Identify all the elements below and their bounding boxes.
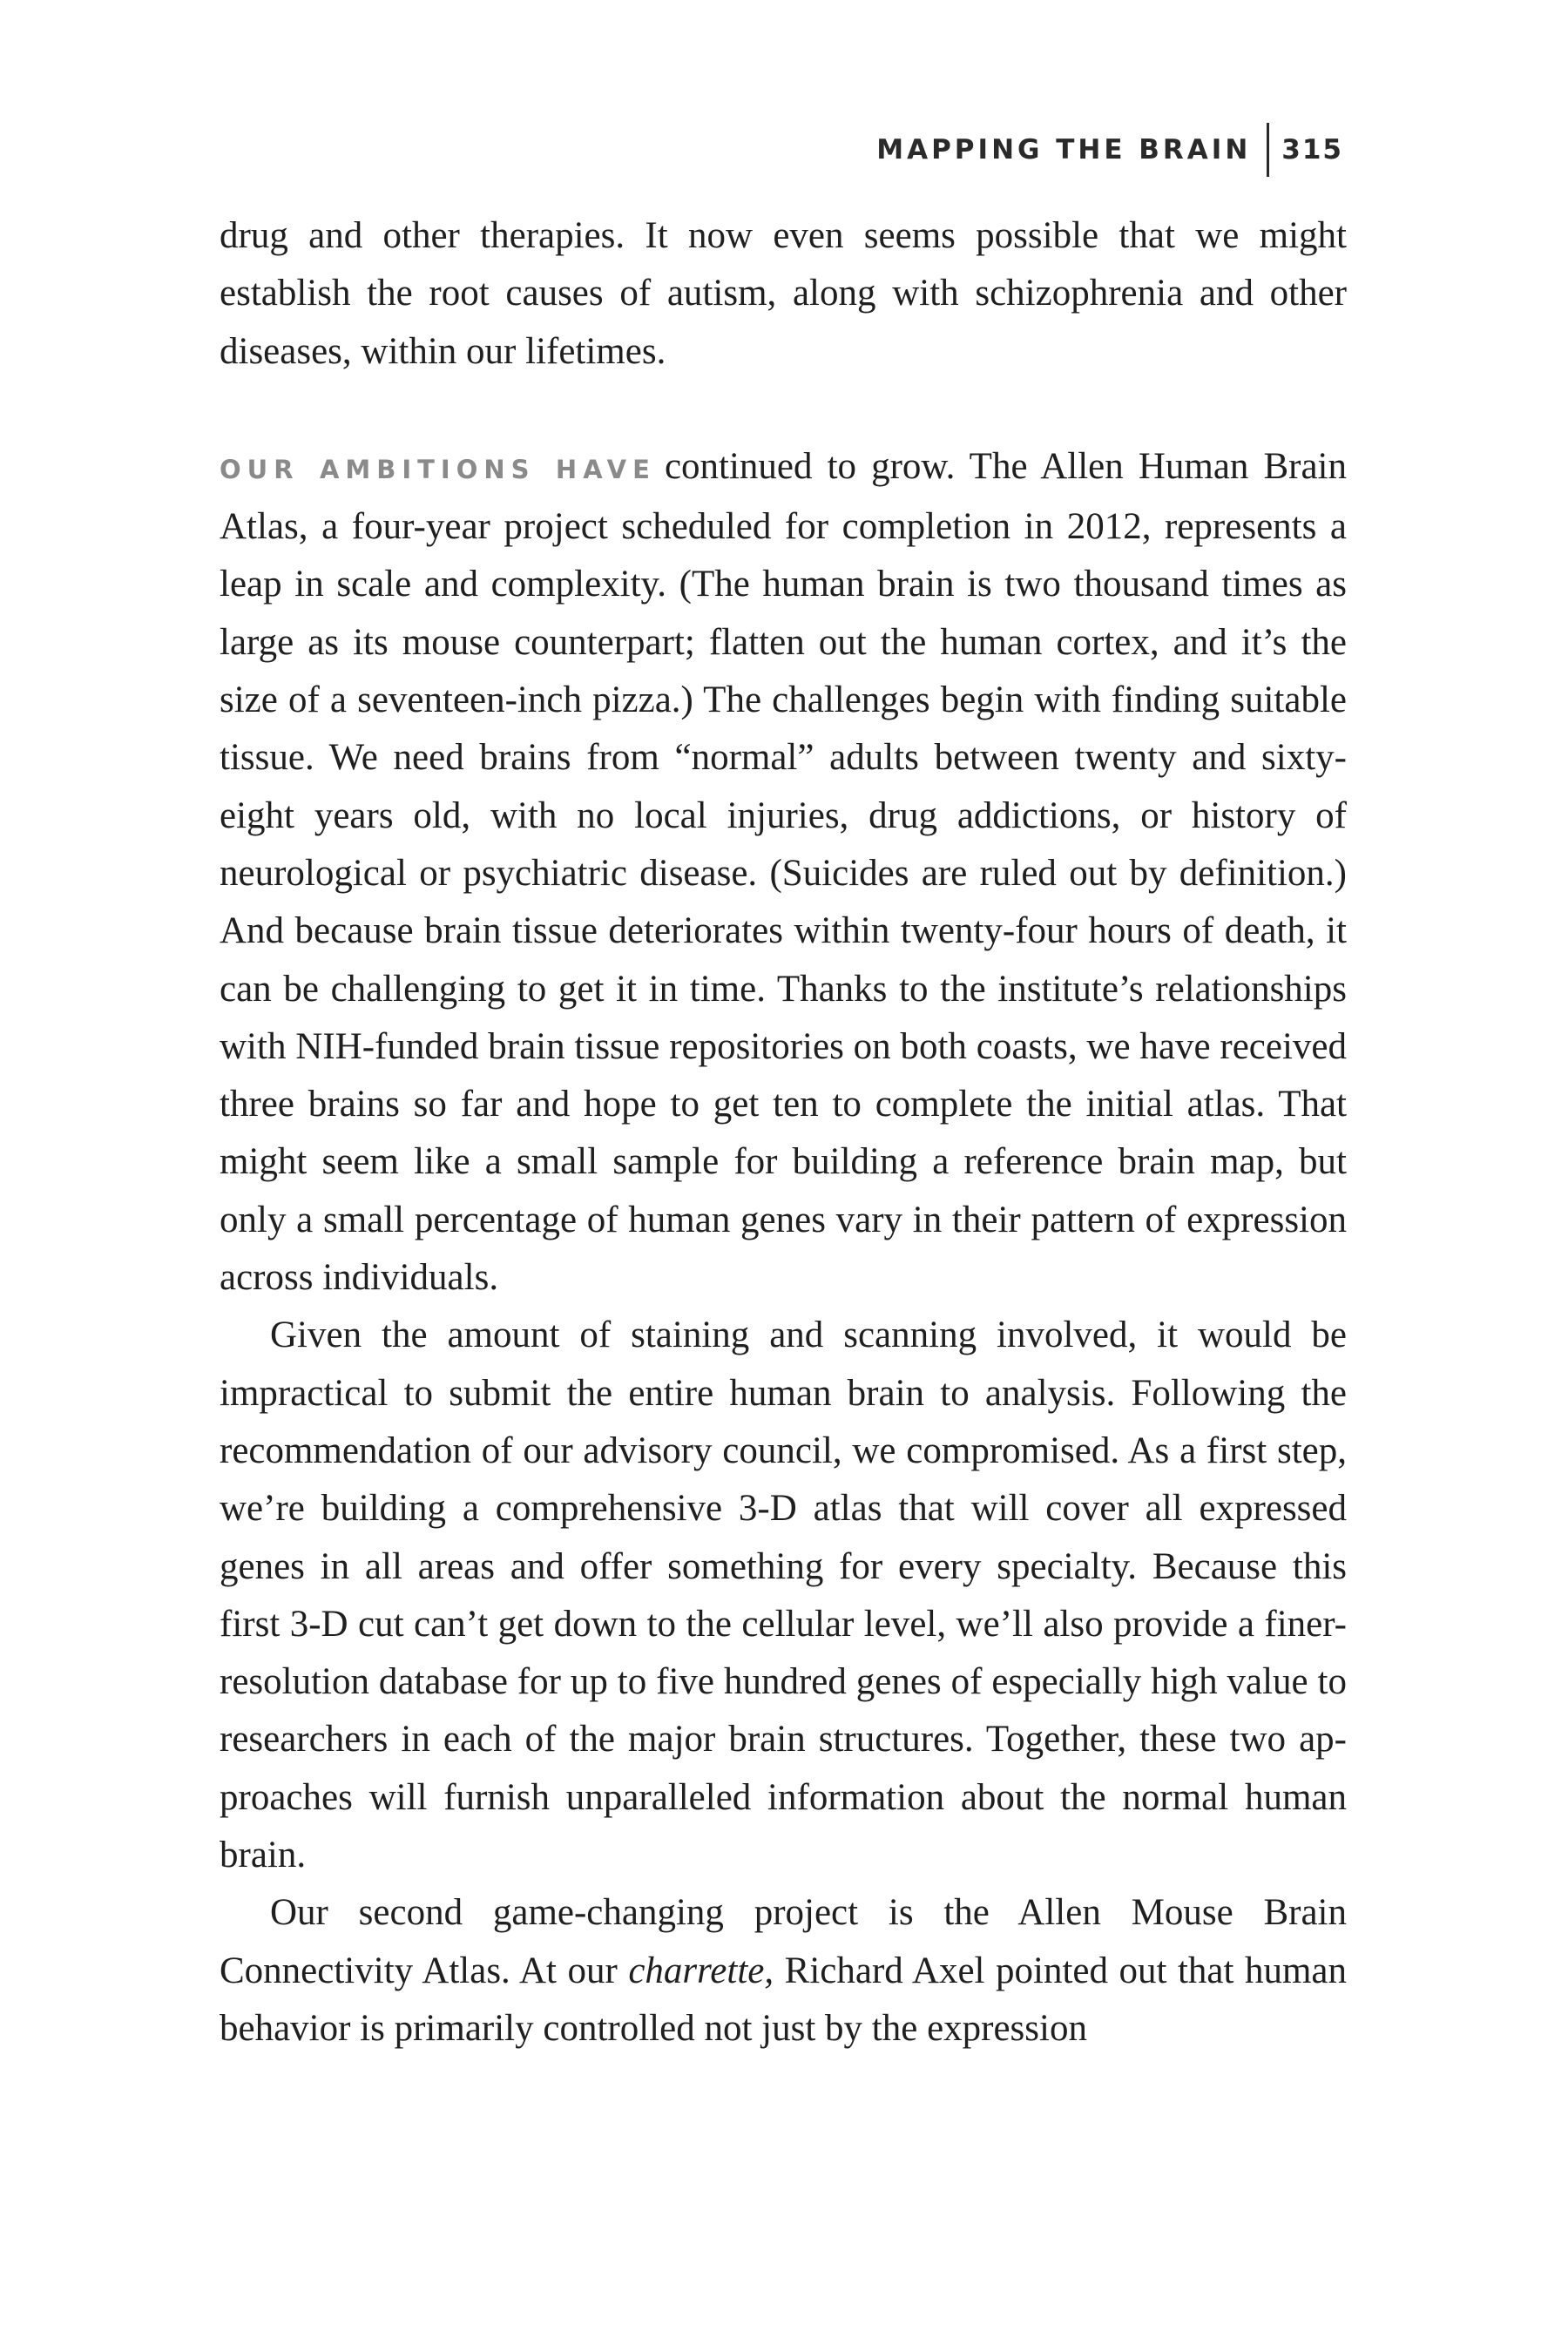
page-number: 315	[1281, 134, 1343, 166]
paragraph-4-text-start: Our second game-changing project is the Allen Mouse Brain Connectivity Atlas. At our	[220, 1892, 1347, 1991]
running-head	[876, 124, 1343, 176]
paragraph-1: drug and other therapies. It now even seems possible that we might establish the root causes of autism, along with schizophrenia and other diseases, within our lifetimes.	[220, 215, 1347, 372]
paragraph-2	[220, 438, 1347, 1307]
running-title: MAPPING THE BRAIN	[876, 134, 1252, 166]
paragraph-2-text: continued to grow. The Allen Human Brain Atlas, a four-year project scheduled for completion in 2012, represents a leap in scale and complexity. (The human brain is two thousand times as large as its mouse counterpart; flatten out the human cortex, and it’s the size of a seventeen-inch pizza.) The challenges begin with finding suitable tissue. We need brains from “normal” adults between twenty and sixty-eight years old, with no local injuries, drug addictions, or history of neurological or psychiatric disease. (Suicides are ruled out by definition.) And because brain tissue deteriorates within twenty-four hours of death, it can be challenging to get it in time. Thanks to the institute’s relationships with NIH-funded brain tissue repositories on both coasts, we have received three brains so far and hope to get ten to complete the initial atlas. That might seem like a small sample for building a reference brain map, but only a small percentage of human genes vary in their pattern of expression across individuals.	[220, 445, 1347, 1299]
paragraph-3: Given the amount of staining and scanning involved, it would be impractical to submit the entire human brain to analysis. Following the recommendation of our advisory council, we compromised. As a first step, we’re building a comprehensive 3-D atlas that will cover all expressed genes in all areas and offer something for every specialty. Because this first 3-D cut can’t get down to the cellular level, we’ll also provide a finer-resolution database for up to five hundred genes of especially high value to researchers in each of the major brain structures. Together, these two approaches will furnish unparalleled information about the normal human brain.	[220, 1315, 1347, 1876]
header-divider	[1267, 123, 1269, 177]
section-lead-in: OUR AMBITIONS HAVE	[220, 454, 656, 484]
body-text	[220, 207, 1347, 2058]
italic-term: charrette,	[628, 1950, 774, 1991]
paragraph-4-text-end: Richard Axel pointed out that human behavior is primarily controlled not just by the expression	[220, 1950, 1348, 2049]
paragraph-4	[220, 1884, 1347, 2058]
